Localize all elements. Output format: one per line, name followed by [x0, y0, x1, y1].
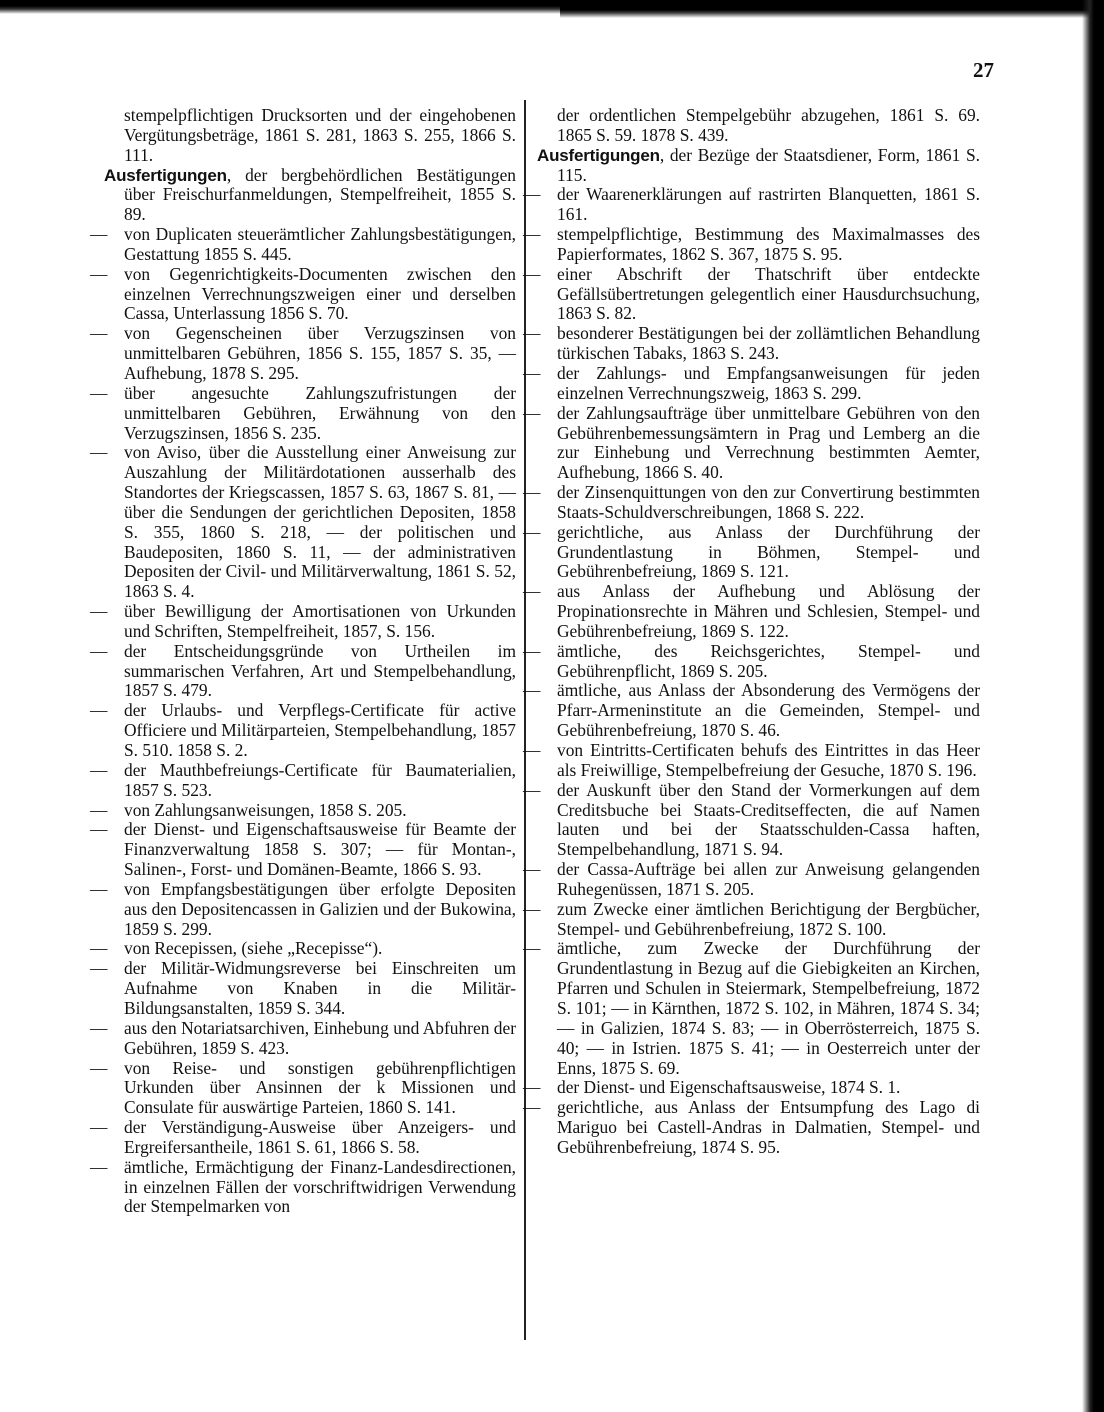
- entry-text: der Militär-Widmungsreverse bei Einschreiten um Aufnahme von Knaben in die Militär-Bildungsanstalten, 1859 S. 344.: [124, 958, 516, 1018]
- index-subentry: [523, 184, 980, 225]
- entry-text: von Gegenrichtigkeits-Documenten zwischen den einzelnen Verrechnungszweigen einer und derselben Cassa, Unterlassung 1856 S. 70.: [124, 263, 516, 324]
- entry-text: von Eintritts-Certificaten behufs des Eintrittes in das Heer als Freiwillige, Stempelbefreiung der Gesuche, 1870 S. 196.: [557, 740, 980, 780]
- dash-marker: —: [90, 799, 108, 820]
- dash-marker: —: [90, 382, 108, 403]
- dash-marker: —: [90, 601, 108, 622]
- entry-text: zum Zwecke einer ämtlichen Berichtigung der Bergbücher, Stempel- und Gebührenbefreiung, 1872 S. 100.: [557, 898, 980, 939]
- entry-text: von Reise- und sonstigen gebührenpflichtigen Urkunden über Ansinnen der k Missionen und Consulate für auswärtige Parteien, 1860 S. 141.: [124, 1057, 516, 1118]
- dash-marker: —: [523, 402, 541, 423]
- index-subentry: [90, 640, 516, 702]
- dash-marker: —: [90, 938, 108, 959]
- dash-marker: —: [523, 779, 541, 800]
- entry-text: der Zahlungs- und Empfangsanweisungen für jeden einzelnen Verrechnungszweig, 1863 S. 299.: [557, 362, 980, 403]
- index-subentry: [523, 581, 980, 642]
- entry-text: der Dienst- und Eigenschaftsausweise für Beamte der Finanzverwaltung 1858 S. 307; — für Montan-, Salinen-, Forst- und Domänen-Beamte, 1866 S. 93.: [124, 819, 516, 880]
- dash-marker: —: [90, 640, 108, 661]
- entry-text: von Zahlungsanweisungen, 1858 S. 205.: [124, 799, 407, 820]
- index-subentry: [523, 1097, 980, 1158]
- index-subentry: [90, 700, 516, 761]
- entry-text: ämtliche, des Reichsgerichtes, Stempel- und Gebührenpflicht, 1869 S. 205.: [557, 640, 980, 681]
- entry-text: , der bergbehördlichen Bestätigungen über Freischurfanmeldungen, Stempelfreiheit, 1855 S. 89.: [124, 164, 516, 225]
- index-subentry: [90, 819, 516, 880]
- entry-text: ämtliche, zum Zwecke der Durchführung der Grundentlastung in Bezug auf die Giebigkeiten an Kirchen, Pfarren und Schulen in Steiermark, Stempelbefreiung, 1872 S. 101; — in Kärnthen, 1872 S. 102, in Mähren, 1874 S. 34; — in Galizien, 1874 S. 83; — in Oberrösterreich, 1875 S. 40; — in Istrien. 1875 S. 41; — in Oesterreich unter der Enns, 1875 S. 69.: [557, 938, 980, 1078]
- index-subentry: [90, 442, 516, 602]
- index-subentry: [523, 898, 980, 940]
- column-divider: [524, 100, 526, 1340]
- entry-text: der Entscheidungsgründe von Urtheilen im summarischen Verfahren, Art und Stempelbehandlung, 1857 S. 479.: [124, 640, 516, 701]
- dash-marker: —: [523, 521, 541, 542]
- dash-marker: —: [523, 938, 541, 959]
- index-subentry: [90, 958, 516, 1019]
- dash-marker: —: [90, 1156, 108, 1177]
- scan-border-top-right: [560, 0, 1104, 18]
- index-subentry: [523, 482, 980, 523]
- index-subentry: [90, 601, 516, 642]
- index-subentry: [523, 263, 980, 325]
- index-subentry: [90, 1017, 516, 1059]
- entry-text: über Bewilligung der Amortisationen von Urkunden und Schriften, Stempelfreiheit, 1857, S. 156.: [124, 601, 516, 641]
- entry-text: aus Anlass der Aufhebung und Ablösung der Propinationsrechte in Mähren und Schlesien, Stempel- und Gebührenbefreiung, 1869 S. 122.: [557, 581, 980, 641]
- dash-marker: —: [523, 224, 541, 245]
- dash-marker: —: [523, 859, 541, 880]
- entry-text: von Aviso, über die Ausstellung einer Anweisung zur Auszahlung der Militärdotationen ausserhalb des Standortes der Kriegscassen, 1857 S. 63, 1867 S. 81, — über die Sendungen der gerichtlichen Depositen, 1858 S. 355, 1860 S. 218, — der politischen und Baudepositen, 1860 S. 11, — der administrativen Depositen der Civil- und Militärverwaltung, 1861 S. 52, 1863 S. 4.: [124, 442, 516, 602]
- entry-text: der Waarenerklärungen auf rastrirten Blanquetten, 1861 S. 161.: [557, 184, 980, 225]
- entry-text: gerichtliche, aus Anlass der Durchführung der Grundentlastung in Böhmen, Stempel- und Gebührenbefreiung, 1869 S. 121.: [557, 521, 980, 582]
- index-subentry: [523, 938, 980, 1078]
- index-entry-continuation: [537, 106, 980, 146]
- index-subentry: [90, 1156, 516, 1218]
- entry-text: ämtliche, Ermächtigung der Finanz-Landesdirectionen, in einzelnen Fällen der vorschriftwidrigen Verwendung der Stempelmarken von: [124, 1156, 516, 1217]
- entry-text: gerichtliche, aus Anlass der Entsumpfung des Lago di Mariguo bei Castell-Andras in Dalmatien, Stempel- und Gebührenbefreiung, 1874 S. 95.: [557, 1097, 980, 1157]
- dash-marker: —: [523, 184, 541, 205]
- entry-text: von Gegenscheinen über Verzugszinsen von unmittelbaren Gebühren, 1856 S. 155, 1857 S. 35, — Aufhebung, 1878 S. 295.: [124, 323, 516, 383]
- index-subentry: [523, 1077, 980, 1098]
- entry-text: der Urlaubs- und Verpflegs-Certificate für active Officiere und Militärparteien, Stempelbehandlung, 1857 S. 510. 1858 S. 2.: [124, 700, 516, 760]
- index-subentry: [90, 1057, 516, 1119]
- dash-marker: —: [90, 878, 108, 899]
- index-subentry: [523, 224, 980, 265]
- index-subentry: [90, 224, 516, 265]
- dash-marker: —: [90, 819, 108, 840]
- index-subentry: [523, 521, 980, 583]
- dash-marker: —: [90, 958, 108, 979]
- dash-marker: —: [523, 482, 541, 503]
- index-entry-continuation: [104, 106, 516, 166]
- index-heading-entry: [78, 166, 516, 226]
- dash-marker: —: [523, 898, 541, 919]
- dash-marker: —: [90, 1117, 108, 1138]
- dash-marker: —: [523, 581, 541, 602]
- dash-marker: —: [90, 759, 108, 780]
- index-subentry: [523, 362, 980, 404]
- index-subentry: [523, 323, 980, 364]
- entry-text: der ordentlichen Stempelgebühr abzugehen, 1861 S. 69. 1865 S. 59. 1878 S. 439.: [557, 105, 980, 145]
- right-column: [523, 105, 980, 1158]
- index-subentry: [523, 779, 980, 860]
- entry-text: der Verständigung-Ausweise über Anzeigers- und Ergreifersantheile, 1861 S. 61, 1866 S. 58.: [124, 1117, 516, 1157]
- index-headword: Ausfertigungen: [104, 165, 227, 185]
- index-subentry: [90, 1117, 516, 1158]
- entry-text: , der Bezüge der Staatsdiener, Form, 1861 S. 115.: [557, 144, 980, 185]
- index-subentry: [523, 859, 980, 900]
- index-subentry: [90, 938, 516, 959]
- entry-text: stempelpflichtige, Bestimmung des Maximalmasses des Papierformates, 1862 S. 367, 1875 S. 95.: [557, 224, 980, 264]
- dash-marker: —: [90, 442, 108, 463]
- entry-text: einer Abschrift der Thatschrift über entdeckte Gefällsübertretungen gelegentlich einer Hausdurchsuchung, 1863 S. 82.: [557, 263, 980, 324]
- entry-text: aus den Notariatsarchiven, Einhebung und Abfuhren der Gebühren, 1859 S. 423.: [124, 1017, 516, 1058]
- scan-border-right: [1082, 0, 1104, 1412]
- entry-text: von Duplicaten steuerämtlicher Zahlungsbestätigungen, Gestattung 1855 S. 445.: [124, 224, 516, 264]
- dash-marker: —: [90, 323, 108, 344]
- page-number: 27: [973, 58, 994, 82]
- entry-text: der Auskunft über den Stand der Vormerkungen auf dem Creditsbuche bei Staats-Creditseffecten, die auf Namen lauten und bei der Staatsschulden-Cassa haften, Stempelbehandlung, 1871 S. 94.: [557, 779, 980, 860]
- entry-text: von Recepissen, (siehe „Recepisse“).: [124, 938, 383, 959]
- dash-marker: —: [90, 224, 108, 245]
- entry-text: ämtliche, aus Anlass der Absonderung des Vermögens der Pfarr-Armeninstitute an die Gemeinden, Stempel- und Gebührenbefreiung, 1870 S. 46.: [557, 680, 980, 741]
- entry-text: der Zahlungsaufträge über unmittelbare Gebühren von den Gebührenbemessungsämtern in Prag und Lemberg an die zur Einhebung und Verrechnung bestimmten Aemter, Aufhebung, 1866 S. 40.: [557, 402, 980, 483]
- dash-marker: —: [90, 263, 108, 284]
- entry-text: über angesuchte Zahlungszufristungen der unmittelbaren Gebühren, Erwähnung von den Verzugszinsen, 1856 S. 235.: [124, 382, 516, 443]
- dash-marker: —: [523, 263, 541, 284]
- index-subentry: [523, 640, 980, 682]
- entry-text: der Zinsenquittungen von den zur Convertirung bestimmten Staats-Schuldverschreibungen, 1868 S. 222.: [557, 482, 980, 522]
- dash-marker: —: [90, 1057, 108, 1078]
- entry-text: besonderer Bestätigungen bei der zollämtlichen Behandlung türkischen Tabaks, 1863 S. 243.: [557, 323, 980, 364]
- entry-text: der Cassa-Aufträge bei allen zur Anweisung gelangenden Ruhegenüssen, 1871 S. 205.: [557, 859, 980, 899]
- index-heading-entry: [537, 146, 980, 186]
- index-headword: Ausfertigungen: [537, 145, 660, 165]
- dash-marker: —: [523, 640, 541, 661]
- entry-text: von Empfangsbestätigungen über erfolgte Depositen aus den Depositencassen in Galizien und der Bukowina, 1859 S. 299.: [124, 878, 516, 939]
- index-subentry: [90, 799, 516, 821]
- dash-marker: —: [523, 1097, 541, 1118]
- index-subentry: [90, 263, 516, 325]
- index-subentry: [523, 740, 980, 781]
- index-subentry: [90, 759, 516, 801]
- index-subentry: [90, 323, 516, 384]
- index-subentry: [90, 382, 516, 444]
- dash-marker: —: [523, 1077, 541, 1098]
- dash-marker: —: [523, 740, 541, 760]
- index-subentry: [523, 402, 980, 483]
- dash-marker: —: [90, 1017, 108, 1038]
- entry-text: stempelpflichtigen Drucksorten und der eingehobenen Vergütungsbeträge, 1861 S. 281, 1863 S. 255, 1866 S. 111.: [124, 105, 516, 165]
- entry-text: der Mauthbefreiungs-Certificate für Baumaterialien, 1857 S. 523.: [124, 759, 516, 800]
- dash-marker: —: [523, 680, 541, 701]
- left-column: [90, 105, 516, 1217]
- dash-marker: —: [90, 700, 108, 721]
- dash-marker: —: [523, 362, 541, 383]
- index-subentry: [523, 680, 980, 741]
- dash-marker: —: [523, 323, 541, 344]
- index-subentry: [90, 878, 516, 940]
- entry-text: der Dienst- und Eigenschaftsausweise, 1874 S. 1.: [557, 1077, 901, 1098]
